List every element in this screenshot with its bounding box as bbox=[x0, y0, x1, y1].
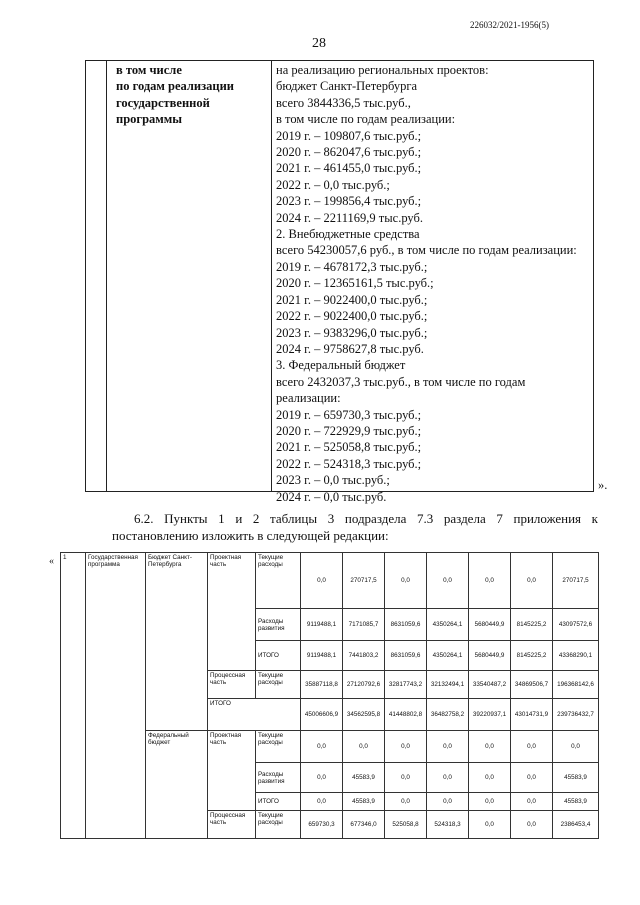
amount-cell: 0,0 bbox=[301, 763, 343, 793]
amount-cell: 0,0 bbox=[469, 763, 511, 793]
funding-line: 2021 г. – 525058,8 тыс.руб.; bbox=[276, 440, 422, 455]
amount-cell: 0,0 bbox=[427, 763, 469, 793]
amendment-paragraph: 6.2. Пункты 1 и 2 таблицы 3 подраздела 7.3 раздела 7 приложения к постановлению изложить в следующей редакции: bbox=[112, 511, 598, 543]
budget-spb-cell: Бюджет Санкт-Петербурга bbox=[146, 553, 208, 731]
amount-cell: 43097572,6 bbox=[553, 609, 599, 641]
amount-cell: 239736432,7 bbox=[553, 699, 599, 731]
program-cell: Государственная программа bbox=[86, 553, 146, 839]
amount-cell: 196368142,6 bbox=[553, 671, 599, 699]
funding-line: 2022 г. – 9022400,0 тыс.руб.; bbox=[276, 309, 428, 324]
amount-cell: 39220937,1 bbox=[469, 699, 511, 731]
amount-cell: 0,0 bbox=[427, 793, 469, 811]
amount-cell: 4350264,1 bbox=[427, 609, 469, 641]
amount-cell: 8145225,2 bbox=[511, 609, 553, 641]
development-expenses-cell: Расходы развития bbox=[256, 609, 301, 641]
funding-line: 2020 г. – 722929,9 тыс.руб.; bbox=[276, 423, 422, 438]
funding-line: 2019 г. – 109807,6 тыс.руб.; bbox=[276, 128, 422, 143]
amount-cell: 0,0 bbox=[427, 553, 469, 609]
opening-quote: « bbox=[49, 556, 54, 567]
funding-line: 2021 г. – 461455,0 тыс.руб.; bbox=[276, 161, 422, 176]
amount-cell: 0,0 bbox=[469, 553, 511, 609]
amount-cell: 43014731,9 bbox=[511, 699, 553, 731]
table-column-divider bbox=[106, 61, 107, 491]
amount-cell: 9119488,1 bbox=[301, 609, 343, 641]
amount-cell: 8631059,6 bbox=[385, 609, 427, 641]
amount-cell: 5680449,9 bbox=[469, 609, 511, 641]
amount-cell: 524318,3 bbox=[427, 811, 469, 839]
label-line: программы bbox=[116, 112, 183, 127]
funding-details bbox=[276, 62, 596, 505]
funding-line: 2023 г. – 199856,4 тыс.руб.; bbox=[276, 194, 422, 209]
funding-line: 2024 г. – 0,0 тыс.руб. bbox=[276, 489, 387, 504]
process-part-cell: Процессная часть bbox=[208, 671, 256, 699]
amount-cell: 8631059,6 bbox=[385, 641, 427, 671]
table-row-label bbox=[116, 62, 234, 128]
funding-line: 2022 г. – 0,0 тыс.руб.; bbox=[276, 177, 390, 192]
amount-cell: 2386453,4 bbox=[553, 811, 599, 839]
budget-table bbox=[60, 552, 599, 839]
amount-cell: 32132494,1 bbox=[427, 671, 469, 699]
amount-cell: 34869506,7 bbox=[511, 671, 553, 699]
funding-line: 2022 г. – 524318,3 тыс.руб.; bbox=[276, 456, 422, 471]
amount-cell: 0,0 bbox=[301, 793, 343, 811]
total-label-cell: ИТОГО bbox=[256, 641, 301, 671]
amount-cell: 36482758,2 bbox=[427, 699, 469, 731]
funding-line: 2019 г. – 659730,3 тыс.руб.; bbox=[276, 407, 422, 422]
document-number: 226032/2021-1956(5) bbox=[470, 20, 549, 30]
closing-quote: ». bbox=[598, 478, 608, 492]
funding-line: 2019 г. – 4678172,3 тыс.руб.; bbox=[276, 259, 428, 274]
funding-line: 2021 г. – 9022400,0 тыс.руб.; bbox=[276, 292, 428, 307]
amount-cell: 0,0 bbox=[343, 731, 385, 763]
current-expenses-cell: Текущие расходы bbox=[256, 811, 301, 839]
funding-line: на реализацию региональных проектов: bbox=[276, 63, 489, 77]
amount-cell: 7441803,2 bbox=[343, 641, 385, 671]
amount-cell: 659730,3 bbox=[301, 811, 343, 839]
amount-cell: 0,0 bbox=[385, 553, 427, 609]
amount-cell: 7171085,7 bbox=[343, 609, 385, 641]
amount-cell: 45583,9 bbox=[343, 793, 385, 811]
amount-cell: 35887118,8 bbox=[301, 671, 343, 699]
funding-line: 2020 г. – 862047,6 тыс.руб.; bbox=[276, 145, 422, 160]
funding-line: 3. Федеральный бюджет bbox=[276, 358, 406, 373]
amount-cell: 41448802,8 bbox=[385, 699, 427, 731]
row-number: 1 bbox=[61, 553, 86, 839]
funding-line: реализации: bbox=[276, 391, 341, 406]
funding-line: 2024 г. – 9758627,8 тыс.руб. bbox=[276, 341, 424, 356]
total-label-cell: ИТОГО bbox=[208, 699, 301, 731]
amount-cell: 0,0 bbox=[301, 553, 343, 609]
amount-cell: 525058,8 bbox=[385, 811, 427, 839]
amount-cell: 0,0 bbox=[385, 793, 427, 811]
amount-cell: 0,0 bbox=[553, 731, 599, 763]
total-label-cell: ИТОГО bbox=[256, 793, 301, 811]
current-expenses-cell: Текущие расходы bbox=[256, 671, 301, 699]
amount-cell: 0,0 bbox=[301, 731, 343, 763]
amount-cell: 32817743,2 bbox=[385, 671, 427, 699]
amount-cell: 43368290,1 bbox=[553, 641, 599, 671]
label-line: по годам реализации bbox=[116, 79, 234, 94]
funding-line: 2020 г. – 12365161,5 тыс.руб.; bbox=[276, 276, 434, 291]
budget-federal-cell: Федеральный бюджет bbox=[146, 731, 208, 839]
funding-line: 2. Внебюджетные средства bbox=[276, 227, 420, 242]
amount-cell: 45583,9 bbox=[553, 763, 599, 793]
amount-cell: 45583,9 bbox=[343, 763, 385, 793]
amount-cell: 27120792,6 bbox=[343, 671, 385, 699]
project-part-cell: Проектная часть bbox=[208, 731, 256, 811]
amount-cell: 0,0 bbox=[469, 731, 511, 763]
amount-cell: 677346,0 bbox=[343, 811, 385, 839]
label-line: государственной bbox=[116, 95, 210, 110]
amount-cell: 0,0 bbox=[511, 811, 553, 839]
amount-cell: 270717,5 bbox=[343, 553, 385, 609]
current-expenses-cell: Текущие расходы bbox=[256, 731, 301, 763]
amount-cell: 270717,5 bbox=[553, 553, 599, 609]
project-part-cell: Проектная часть bbox=[208, 553, 256, 671]
amount-cell: 9119488,1 bbox=[301, 641, 343, 671]
amount-cell: 8145225,2 bbox=[511, 641, 553, 671]
table-column-divider bbox=[271, 61, 272, 491]
funding-line: всего 3844336,5 тыс.руб., bbox=[276, 95, 411, 110]
funding-line: в том числе по годам реализации: bbox=[276, 112, 456, 127]
amount-cell: 34562595,8 bbox=[343, 699, 385, 731]
funding-line: всего 54230057,6 руб., в том числе по годам реализации: bbox=[276, 243, 577, 258]
funding-line: 2023 г. – 0,0 тыс.руб.; bbox=[276, 473, 390, 488]
amount-cell: 0,0 bbox=[511, 553, 553, 609]
page-number: 28 bbox=[312, 36, 326, 51]
amount-cell: 0,0 bbox=[511, 731, 553, 763]
label-line: в том числе bbox=[116, 63, 182, 77]
amount-cell: 33540487,2 bbox=[469, 671, 511, 699]
amount-cell: 0,0 bbox=[469, 811, 511, 839]
amount-cell: 0,0 bbox=[511, 763, 553, 793]
amount-cell: 0,0 bbox=[511, 793, 553, 811]
amount-cell: 0,0 bbox=[427, 731, 469, 763]
amount-cell: 45583,9 bbox=[553, 793, 599, 811]
funding-line: всего 2432037,3 тыс.руб., в том числе по годам bbox=[276, 374, 526, 389]
amount-cell: 0,0 bbox=[385, 763, 427, 793]
amount-cell: 4350264,1 bbox=[427, 641, 469, 671]
amount-cell: 0,0 bbox=[469, 793, 511, 811]
funding-line: 2023 г. – 9383296,0 тыс.руб.; bbox=[276, 325, 428, 340]
amount-cell: 45006606,9 bbox=[301, 699, 343, 731]
current-expenses-cell: Текущие расходы bbox=[256, 553, 301, 609]
amount-cell: 0,0 bbox=[385, 731, 427, 763]
development-expenses-cell: Расходы развития bbox=[256, 763, 301, 793]
funding-line: бюджет Санкт-Петербурга bbox=[276, 79, 418, 94]
funding-line: 2024 г. – 2211169,9 тыс.руб. bbox=[276, 210, 423, 225]
amount-cell: 5680449,9 bbox=[469, 641, 511, 671]
process-part-cell: Процессная часть bbox=[208, 811, 256, 839]
